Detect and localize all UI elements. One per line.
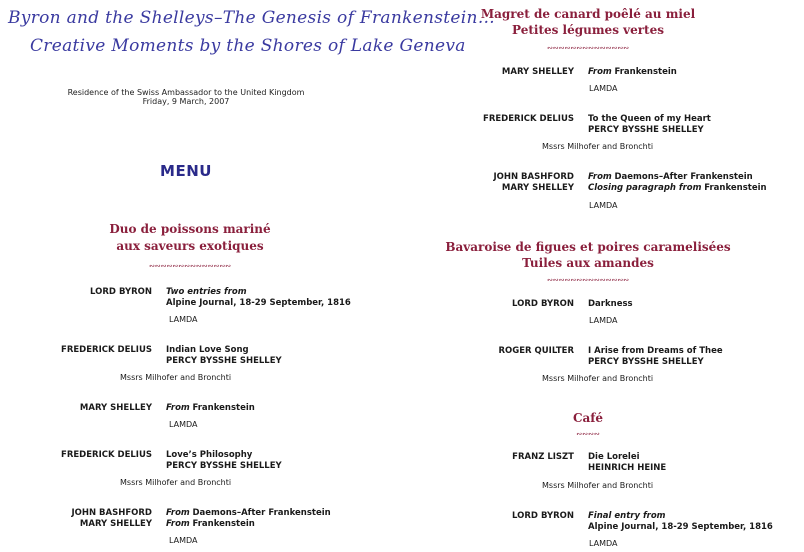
flourish-divider: ∾∾∾∾ — [576, 430, 600, 438]
flourish-divider: ∾∾∾∾∾∾∾∾∾∾∾∾∾∾ — [546, 276, 630, 284]
work-line-1: From Daemons–After Frankenstein — [588, 172, 753, 182]
work-line-2: PERCY BYSSHE SHELLEY — [588, 125, 704, 135]
performer: Mssrs Milhofer and Bronchti — [120, 478, 232, 487]
composer: LORD BYRON — [512, 299, 574, 309]
composer: FREDERICK DELIUS — [61, 345, 152, 355]
flourish-divider: ∾∾∾∾∾∾∾∾∾∾∾∾∾∾ — [546, 44, 630, 52]
work-line-2: Alpine Journal, 18-29 September, 1816 — [166, 298, 351, 308]
venue: Residence of the Swiss Ambassador to the United Kingdom — [67, 88, 305, 97]
course-title: Duo de poissons mariné — [109, 222, 271, 236]
composer: FRANZ LISZT — [512, 452, 574, 462]
work-line-2: PERCY BYSSHE SHELLEY — [166, 356, 282, 366]
work-line-1: From Daemons–After Frankenstein — [166, 508, 331, 518]
event-date: Friday, 9 March, 2007 — [142, 97, 230, 106]
work-line-1: Darkness — [588, 299, 633, 309]
title-line-1: Byron and the Shelleys–The Genesis of Frankenstein… — [8, 8, 496, 28]
composer: FREDERICK DELIUS — [483, 114, 574, 124]
performer: LAMDA — [169, 315, 198, 324]
composer: JOHN BASHFORD — [71, 508, 152, 518]
work-line-1: Two entries from — [166, 287, 247, 297]
composer: LORD BYRON — [90, 287, 152, 297]
performer: LAMDA — [589, 201, 618, 210]
performer: Mssrs Milhofer and Bronchti — [542, 481, 654, 490]
work-line-1: Die Lorelei — [588, 452, 640, 462]
performer: LAMDA — [589, 539, 618, 548]
composer: MARY SHELLEY — [79, 519, 152, 529]
composer: ROGER QUILTER — [498, 346, 574, 356]
menu-heading: MENU — [160, 162, 212, 180]
course-subtitle: Tuiles aux amandes — [522, 256, 654, 270]
performer: LAMDA — [589, 84, 618, 93]
work-line-1: To the Queen of my Heart — [588, 114, 711, 124]
work-line-1: Indian Love Song — [166, 345, 249, 355]
work-line-1: From Frankenstein — [166, 403, 255, 413]
work-line-1: Love’s Philosophy — [166, 450, 253, 460]
composer: LORD BYRON — [512, 511, 574, 521]
work-line-2: Closing paragraph from Frankenstein — [588, 183, 767, 193]
performer: LAMDA — [169, 420, 198, 429]
performer: LAMDA — [589, 316, 618, 325]
composer: MARY SHELLEY — [501, 67, 574, 77]
title-line-2: Creative Moments by the Shores of Lake Geneva — [30, 36, 466, 56]
course-subtitle: Petites légumes vertes — [512, 23, 664, 37]
composer: JOHN BASHFORD — [493, 172, 574, 182]
flourish-divider: ∾∾∾∾∾∾∾∾∾∾∾∾∾∾ — [148, 262, 232, 270]
work-line-1: I Arise from Dreams of Thee — [588, 346, 723, 356]
work-line-1: From Frankenstein — [588, 67, 677, 77]
composer: MARY SHELLEY — [501, 183, 574, 193]
work-line-2: From Frankenstein — [166, 519, 255, 529]
work-line-2: Alpine Journal, 18-29 September, 1816 — [588, 522, 773, 532]
performer: LAMDA — [169, 536, 198, 545]
course-title: Bavaroise de figues et poires caramelisées — [445, 240, 731, 254]
performer: Mssrs Milhofer and Bronchti — [542, 374, 654, 383]
work-line-2: HEINRICH HEINE — [588, 463, 667, 473]
course-subtitle: aux saveurs exotiques — [116, 239, 264, 253]
course-title: Magret de canard poêlé au miel — [480, 7, 696, 21]
work-line-2: PERCY BYSSHE SHELLEY — [588, 357, 704, 367]
course-title: Café — [572, 411, 604, 425]
composer: MARY SHELLEY — [79, 403, 152, 413]
work-line-1: Final entry from — [588, 511, 666, 521]
performer: Mssrs Milhofer and Bronchti — [542, 142, 654, 151]
work-line-2: PERCY BYSSHE SHELLEY — [166, 461, 282, 471]
performer: Mssrs Milhofer and Bronchti — [120, 373, 232, 382]
composer: FREDERICK DELIUS — [61, 450, 152, 460]
